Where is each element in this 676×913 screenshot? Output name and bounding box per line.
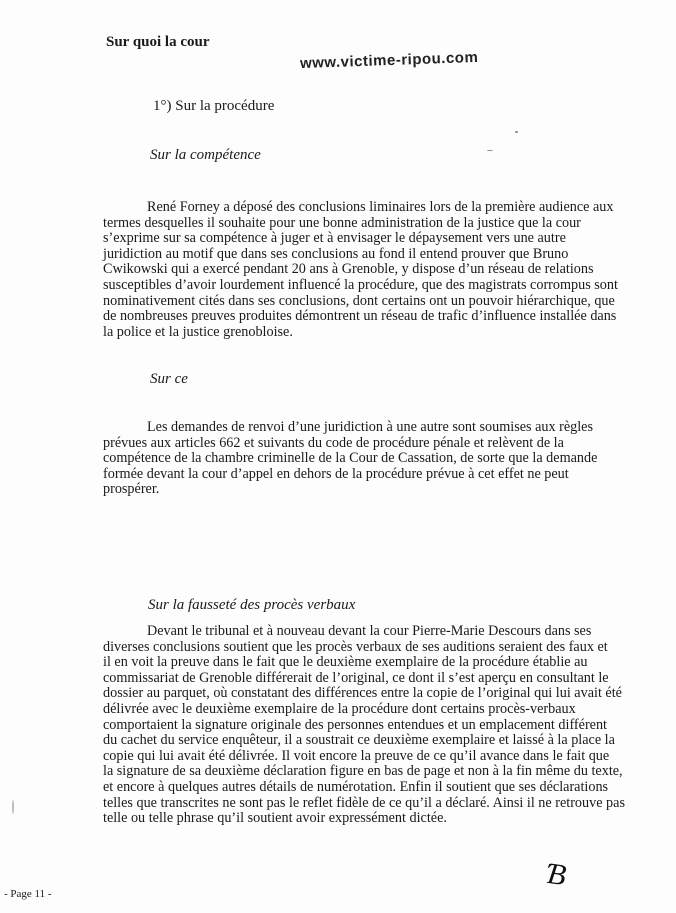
handwritten-initials: Ɓ xyxy=(543,856,569,893)
text-line: nominativement cités dans ses conclusions, dont certains ont un pouvoir hiérarchique, que xyxy=(103,292,615,309)
subheading-competence: Sur la compétence xyxy=(150,147,261,163)
text-line: commissariat de Grenoble différerait de l’original, ce dont il s’est aperçu en consultant le xyxy=(103,669,609,686)
page-title: Sur quoi la cour xyxy=(106,34,210,50)
subheading-faussete: Sur la fausseté des procès verbaux xyxy=(148,597,356,613)
text-line: diverses conclusions soutient que les procès verbaux de ses auditions seraient des faux et xyxy=(103,638,608,655)
scan-speck xyxy=(12,800,14,814)
text-line: copie qui lui avait été délivrée. Il voit encore la preuve de ce qu’il avance dans le fait que xyxy=(103,747,610,764)
paragraph-faussete xyxy=(103,624,668,827)
paragraph-competence xyxy=(103,200,668,340)
text-line: Devant le tribunal et à nouveau devant la cour Pierre-Marie Descours dans ses xyxy=(147,623,592,639)
text-line: s’exprime sur sa compétence à juger et à envisager le dépaysement vers une autre xyxy=(103,230,566,247)
text-line: juridiction au motif que dans ses conclusions au fond il entend prouver que Bruno xyxy=(103,245,569,262)
text-line: la police et la justice grenobloise. xyxy=(103,323,293,340)
text-line: de nombreuses preuves produites démontrent un réseau de trafic d’influence installée dans xyxy=(103,308,617,325)
scan-speck xyxy=(515,131,518,133)
text-line: il en voit la preuve dans le fait que le deuxième exemplaire de la procédure établie au xyxy=(103,654,588,671)
text-line: la signature de sa deuxième déclaration figure en bas de page et non à la fin même du texte, xyxy=(103,763,623,780)
text-line: telles que transcrites ne sont pas le reflet fidèle de ce qu’il a déclaré. Ainsi il ne retrouve pas xyxy=(103,794,625,811)
text-line: Cwikowski qui a exercé pendant 20 ans à Grenoble, y dispose d’un réseau de relations xyxy=(103,261,594,278)
text-line: comportaient la signature originale des personnes entendues et un emplacement différent xyxy=(103,716,608,733)
scan-speck xyxy=(487,150,493,151)
text-line: René Forney a déposé des conclusions liminaires lors de la première audience aux xyxy=(147,199,614,215)
text-line: Les demandes de renvoi d’une juridiction à une autre sont soumises aux règles xyxy=(147,419,593,435)
watermark-url: www.victime-ripou.com xyxy=(299,48,479,73)
text-line: susceptibles d’avoir lourdement influencé la procédure, que des magistrats corrompus sont xyxy=(103,276,618,293)
text-line: termes desquelles il souhaite pour une bonne administration de la justice que la cour xyxy=(103,214,581,231)
text-line: compétence de la chambre criminelle de la Cour de Cassation, de sorte que la demande xyxy=(103,450,598,467)
text-line: telle ou telle phrase qu’il soutient avoir expressément dictée. xyxy=(103,810,447,827)
section-heading: 1°) Sur la procédure xyxy=(153,98,275,114)
text-line: du cachet du service enquêteur, il a soustrait ce deuxième exemplaire et laissé à la place la xyxy=(103,732,615,749)
subheading-sur-ce: Sur ce xyxy=(150,371,188,387)
text-line: délivrée avec le deuxième exemplaire de la procédure dont certains procès-verbaux xyxy=(103,700,576,717)
text-line: prévues aux articles 662 et suivants du code de procédure pénale et relèvent de la xyxy=(103,434,564,451)
text-line: dossier au parquet, où constatant des différences entre la copie de l’original qui lui avait été xyxy=(103,685,622,702)
text-line: et encore à quelques autres détails de numérotation. Enfin il soutient que ses déclarations xyxy=(103,778,609,795)
text-line: prospérer. xyxy=(103,481,160,498)
page-number: - Page 11 - xyxy=(4,888,52,900)
text-line: formée devant la cour d’appel en dehors de la procédure prévue à cet effet ne peut xyxy=(103,465,569,482)
paragraph-sur-ce xyxy=(103,420,668,498)
